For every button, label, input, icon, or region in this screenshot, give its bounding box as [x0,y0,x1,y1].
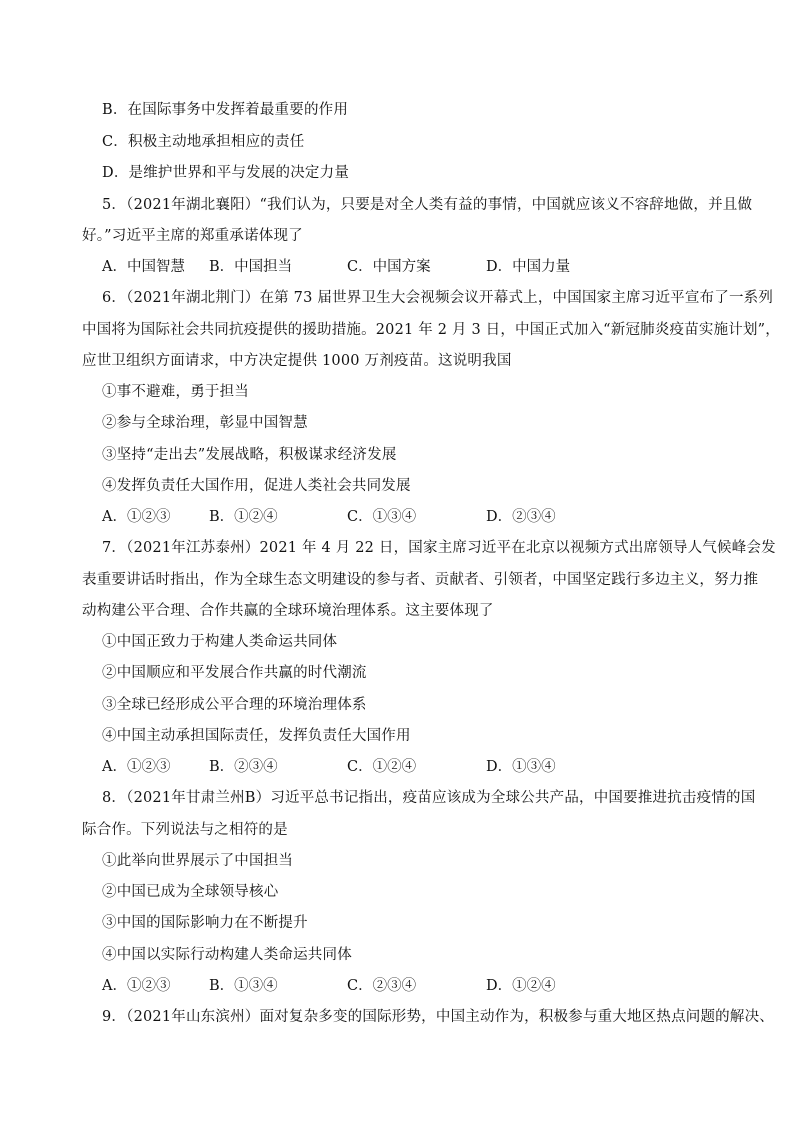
q8-choice-a: A．①②③ [102,978,171,994]
q5-choice-d: D．中国力量 [486,259,571,275]
q8-statement-3: ③中国的国际影响力在不断提升 [102,915,308,931]
q7-stem-line2: 表重要讲话时指出，作为全球生态文明建设的参与者、贡献者、引领者，中国坚定践行多边主义，努力推 [82,572,759,588]
q6-choice-b: B．①②④ [209,509,278,525]
q8-statement-2: ②中国已成为全球领导核心 [102,884,279,900]
q6-statement-3: ③坚持“走出去”发展战略，积极谋求经济发展 [102,447,397,463]
q4-option-d: D．是维护世界和平与发展的决定力量 [102,165,350,181]
q5-choice-b: B．中国担当 [209,259,293,275]
q7-choice-a: A．①②③ [102,759,171,775]
q6-stem-line1: 6．（2021年湖北荆门）在第 73 届世界卫生大会视频会议开幕式上，中国国家主席习近平宣布了一系列 [102,290,774,306]
q7-stem-line1: 7．（2021年江苏泰州）2021 年 4 月 22 日，国家主席习近平在北京以视频方式出席领导人气候峰会发 [102,540,776,556]
q8-choice-b: B．①③④ [209,978,278,994]
q7-statement-3: ③全球已经形成公平合理的环境治理体系 [102,697,367,713]
q7-statement-4: ④中国主动承担国际责任，发挥负责任大国作用 [102,728,411,744]
q6-stem-line2: 中国将为国际社会共同抗疫提供的援助措施。2021 年 2 月 3 日，中国正式加入“新冠肺炎疫苗实施计划”， [82,322,780,338]
q6-stem-line3: 应世卫组织方面请求，中方决定提供 1000 万剂疫苗。这说明我国 [82,353,512,369]
q8-stem-line1: 8．（2021年甘肃兰州B）习近平总书记指出，疫苗应该成为全球公共产品，中国要推进抗击疫情的国 [102,790,756,806]
q9-stem-line1: 9．（2021年山东滨州）面对复杂多变的国际形势，中国主动作为，积极参与重大地区热点问题的解决、 [102,1009,774,1025]
q5-choice-c: C．中国方案 [347,259,431,275]
q6-choice-d: D．②③④ [486,509,556,525]
q8-statement-4: ④中国以实际行动构建人类命运共同体 [102,947,352,963]
q8-choice-c: C．②③④ [347,978,417,994]
q8-statement-1: ①此举向世界展示了中国担当 [102,853,294,869]
q6-choice-c: C．①③④ [347,509,417,525]
q7-stem-line3: 动构建公平合理、合作共赢的全球环境治理体系。这主要体现了 [82,603,494,619]
q7-choice-d: D．①③④ [486,759,556,775]
q7-choice-c: C．①②④ [347,759,417,775]
q6-statement-2: ②参与全球治理，彰显中国智慧 [102,415,308,431]
q6-choice-a: A．①②③ [102,509,171,525]
q8-stem-line2: 际合作。下列说法与之相符的是 [82,822,288,838]
q7-statement-1: ①中国正致力于构建人类命运共同体 [102,634,338,650]
q7-choice-b: B．②③④ [209,759,278,775]
q5-stem-line1: 5．（2021年湖北襄阳）“我们认为，只要是对全人类有益的事情，中国就应该义不容辞地做，并且做 [102,197,753,213]
q5-choice-a: A．中国智慧 [102,259,185,275]
q7-statement-2: ②中国顺应和平发展合作共赢的时代潮流 [102,665,367,681]
q4-option-c: C．积极主动地承担相应的责任 [102,134,305,150]
q8-choice-d: D．①②④ [486,978,556,994]
q6-statement-4: ④发挥负责任大国作用，促进人类社会共同发展 [102,478,411,494]
q4-option-b: B．在国际事务中发挥着最重要的作用 [102,102,349,118]
q5-stem-line2: 好。”习近平主席的郑重承诺体现了 [82,228,303,244]
q6-statement-1: ①事不避难，勇于担当 [102,384,249,400]
